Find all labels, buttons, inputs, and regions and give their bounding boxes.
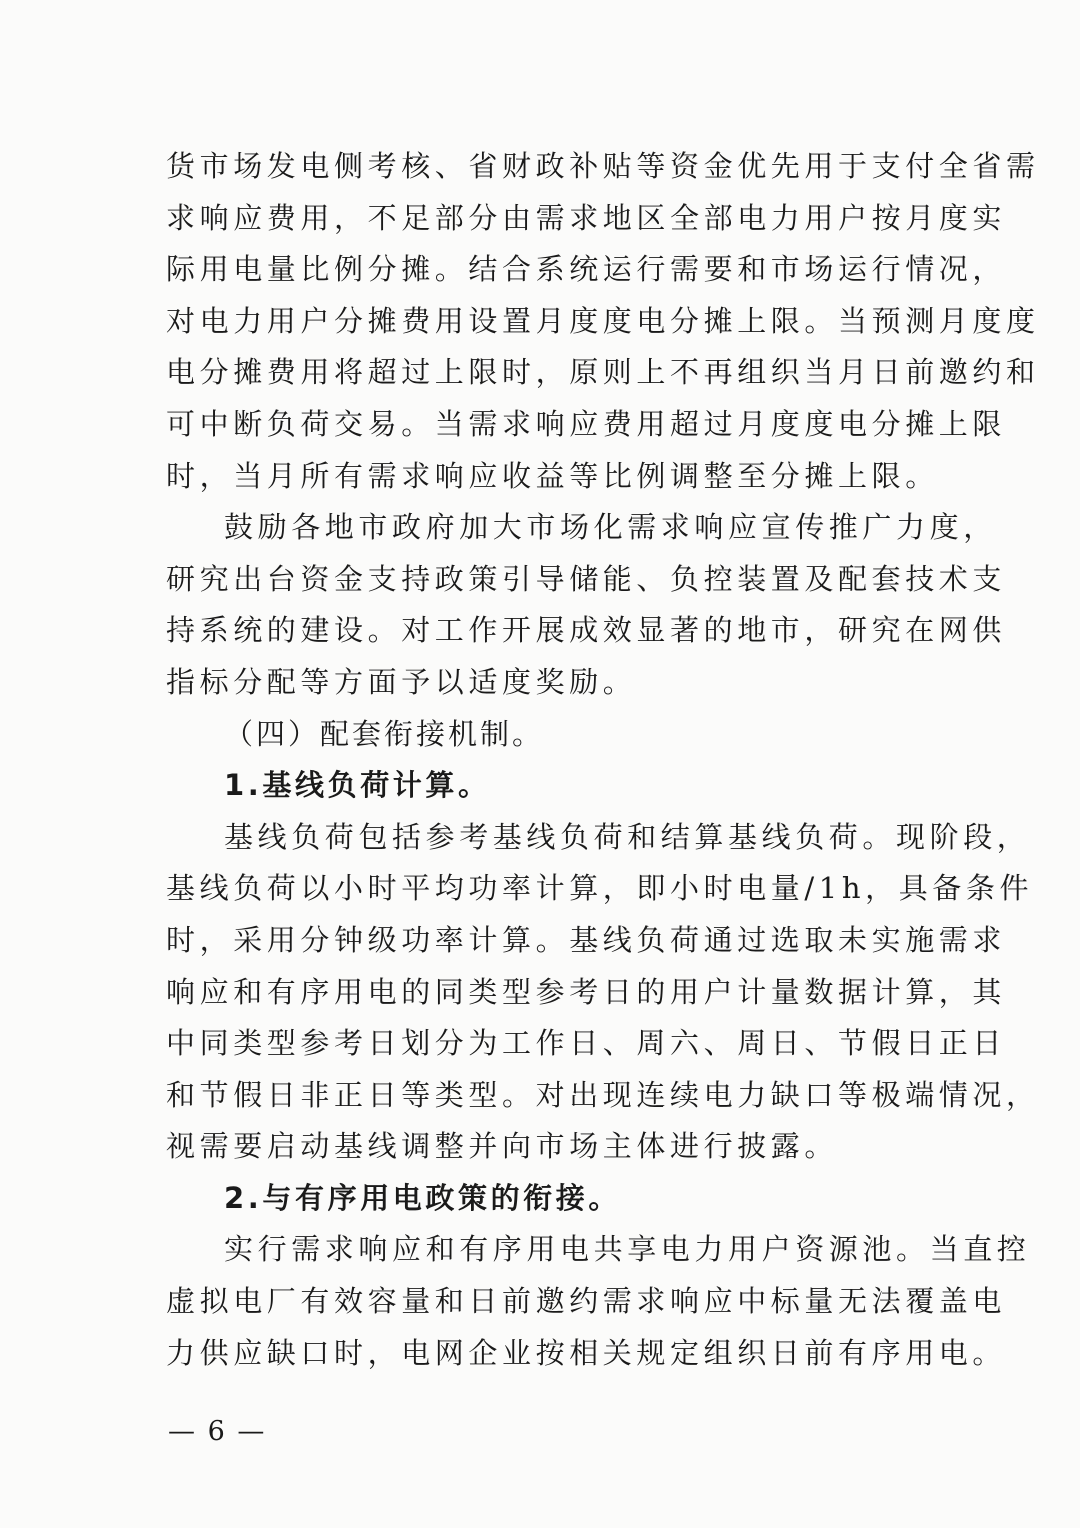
subsection-heading: 2.与有序用电政策的衔接。 [224,1180,621,1215]
page-number: — 6 — [168,1416,267,1447]
text-line: 虚拟电厂有效容量和日前邀约需求响应中标量无法覆盖电 [166,1284,1007,1319]
text-line: 指标分配等方面予以适度奖励。 [166,664,637,699]
text-line: 中同类型参考日划分为工作日、周六、周日、节假日正日 [166,1026,1007,1061]
text-line: 货市场发电侧考核、省财政补贴等资金优先用于支付全省需 [166,149,1040,183]
text-line: 实行需求响应和有序用电共享电力用户资源池。当直控 [224,1232,1031,1267]
text-line: 鼓励各地市政府加大市场化需求响应宣传推广力度， [224,510,997,545]
text-line: 对电力用户分摊费用设置月度度电分摊上限。当预测月度度 [166,303,1040,338]
subsection-heading: 1.基线负荷计算。 [224,768,491,803]
section-heading: （四）配套衔接机制。 [224,716,545,751]
text-line: 响应和有序用电的同类型参考日的用户计量数据计算，其 [166,974,1007,1009]
text-line: 基线负荷包括参考基线负荷和结算基线负荷。现阶段， [224,819,1031,854]
text-line: 持系统的建设。对工作开展成效显著的地市，研究在网供 [166,613,1007,648]
text-line: 电分摊费用将超过上限时，原则上不再组织当月日前邀约和 [166,355,1040,390]
text-line: 和节假日非正日等类型。对出现连续电力缺口等极端情况， [166,1077,1040,1112]
text-line: 可中断负荷交易。当需求响应费用超过月度度电分摊上限 [166,406,1007,441]
text-line: 时，当月所有需求响应收益等比例调整至分摊上限。 [166,458,939,493]
text-line: 视需要启动基线调整并向市场主体进行披露。 [166,1129,839,1164]
text-line: 时，采用分钟级功率计算。基线负荷通过选取未实施需求 [166,922,1007,957]
text-line: 研究出台资金支持政策引导储能、负控装置及配套技术支 [166,561,1007,596]
text-line: 力供应缺口时，电网企业按相关规定组织日前有序用电。 [166,1335,1007,1370]
body-text [166,141,1040,1379]
text-line: 际用电量比例分摊。结合系统运行需要和市场运行情况， [166,252,1007,287]
text-line: 基线负荷以小时平均功率计算，即小时电量/1h，具备条件 [166,871,1034,906]
text-line: 求响应费用，不足部分由需求地区全部电力用户按月度实 [166,200,1007,235]
